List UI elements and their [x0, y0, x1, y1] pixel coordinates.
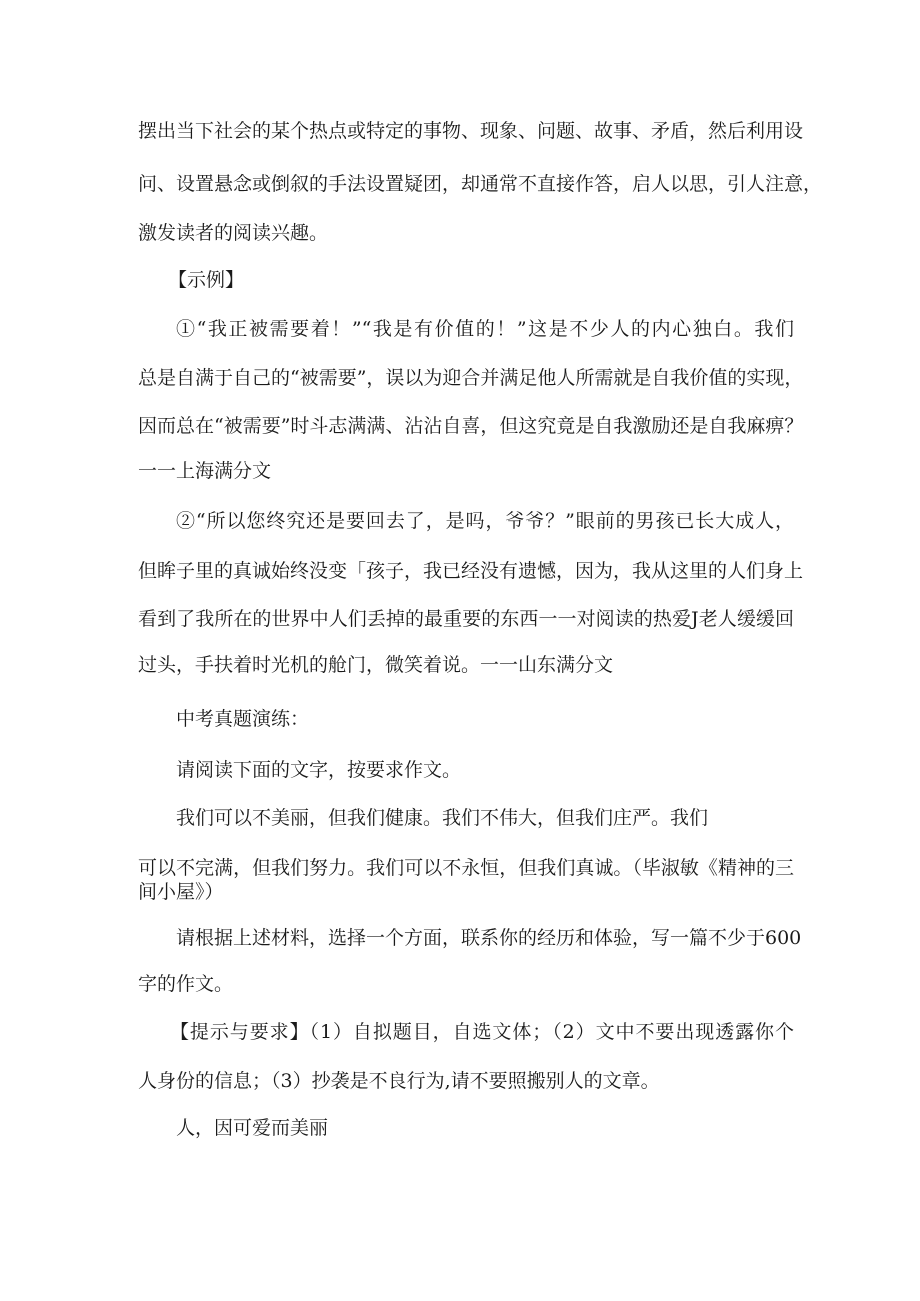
material-line-3: 间小屋》）	[138, 881, 224, 903]
example-heading: 【示例】	[168, 269, 245, 291]
material-line-2: 可以不完满，但我们努力。我们可以不永恒，但我们真诚。（毕淑敏《精神的三	[138, 857, 794, 879]
example2-line-4: 过头，手扶着时光机的舱门，微笑着说。一一山东满分文	[138, 654, 614, 676]
task-line-2: 字的作文。	[138, 973, 234, 995]
task-line-1: 请根据上述材料，选择一个方面，联系你的经历和体验，写一篇不少于600	[176, 927, 802, 949]
intro-line-2: 问、设置悬念或倒叙的手法设置疑团，却通常不直接作答，启人以思，引人注意，	[138, 173, 823, 195]
material-line-1: 我们可以不美丽，但我们健康。我们不伟大，但我们庄严。我们	[176, 807, 709, 829]
intro-line-1: 摆出当下社会的某个热点或特定的事物、现象、问题、故事、矛盾，然后利用设	[138, 120, 804, 142]
requirements-line-1: 【提示与要求】（1）自拟题目，自选文体；（2）文中不要出现透露你个	[170, 1021, 794, 1043]
example2-line-2: 但眸子里的真诚始终没变「孩子，我已经没有遗憾，因为，我从这里的人们身上	[138, 560, 804, 582]
intro-line-3: 激发读者的阅读兴趣。	[138, 222, 329, 244]
example1-line-2: 总是自满于自己的“被需要”，误以为迎合并满足他人所需就是自我价值的实现，	[138, 367, 804, 389]
requirements-line-2: 人身份的信息；（3）抄袭是不良行为,请不要照搬别人的文章。	[138, 1070, 660, 1092]
example1-line-3: 因而总在“被需要”时斗志满满、沾沾自喜，但这究竟是自我激励还是自我麻痹？	[138, 415, 804, 437]
practice-instruction: 请阅读下面的文字，按要求作文。	[176, 759, 462, 781]
practice-heading: 中考真题演练：	[176, 708, 310, 730]
example1-source: 一一上海满分文	[138, 460, 272, 482]
essay-title: 人，因可爱而美丽	[176, 1117, 329, 1139]
example2-line-3: 看到了我所在的世界中人们丢掉的最重要的东西一一对阅读的热爱J老人缓缓回	[138, 608, 794, 630]
example2-line-1: ②“所以您终究还是要回去了，是吗，爷爷？”眼前的男孩已长大成人，	[176, 510, 794, 532]
example1-line-1: ①“我正被需要着！”“我是有价值的！”这是不少人的内心独白。我们	[176, 318, 794, 340]
